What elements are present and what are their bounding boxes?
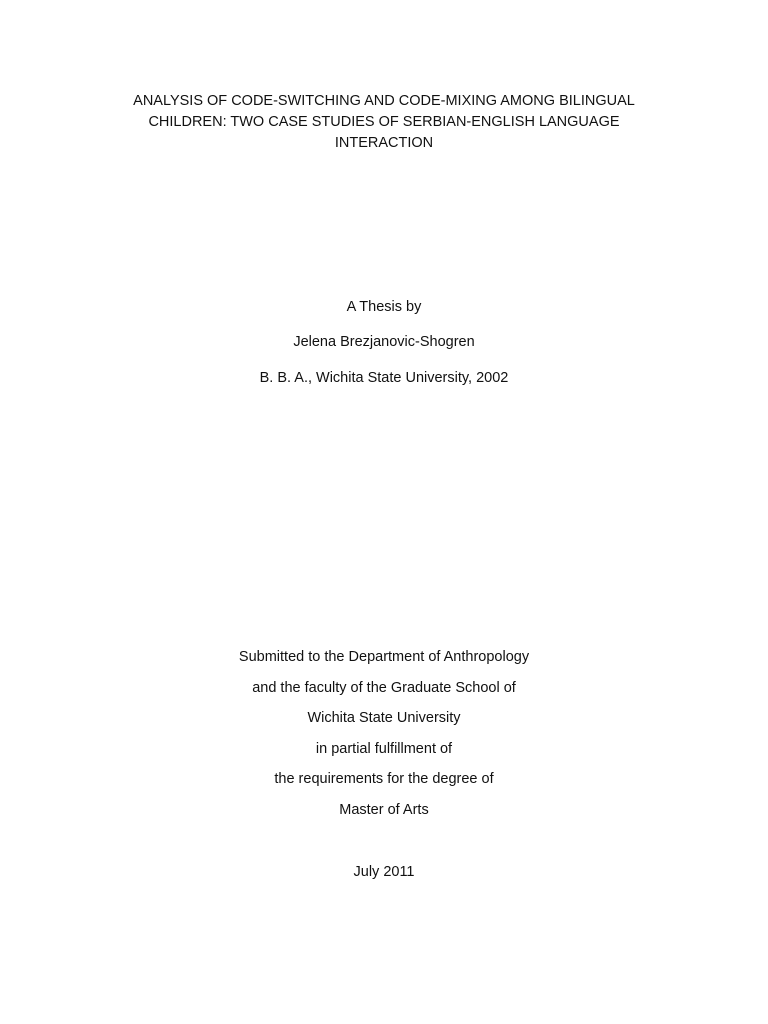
submission-line-4: in partial fulfillment of (315, 741, 453, 757)
prior-degree: B. B. A., Wichita State University, 2002 (259, 370, 509, 386)
thesis-title-line-1: ANALYSIS OF CODE-SWITCHING AND CODE-MIXING AMONG BILINGUAL (133, 93, 635, 109)
thesis-title-line-2: CHILDREN: TWO CASE STUDIES OF SERBIAN-ENGLISH LANGUAGE (148, 113, 620, 130)
submission-line-1: Submitted to the Department of Anthropology (238, 649, 530, 665)
author-name: Jelena Brezjanovic-Shogren (293, 334, 475, 350)
thesis-title (0, 91, 768, 153)
submission-line-2: and the faculty of the Graduate School of (252, 680, 516, 696)
thesis-by-label: A Thesis by (346, 299, 422, 315)
submission-line-3: Wichita State University (307, 710, 461, 726)
degree-name: Master of Arts (339, 802, 429, 818)
submission-date: July 2011 (353, 864, 415, 880)
thesis-title-line-3: INTERACTION (334, 134, 434, 151)
submission-line-5: the requirements for the degree of (274, 771, 494, 787)
